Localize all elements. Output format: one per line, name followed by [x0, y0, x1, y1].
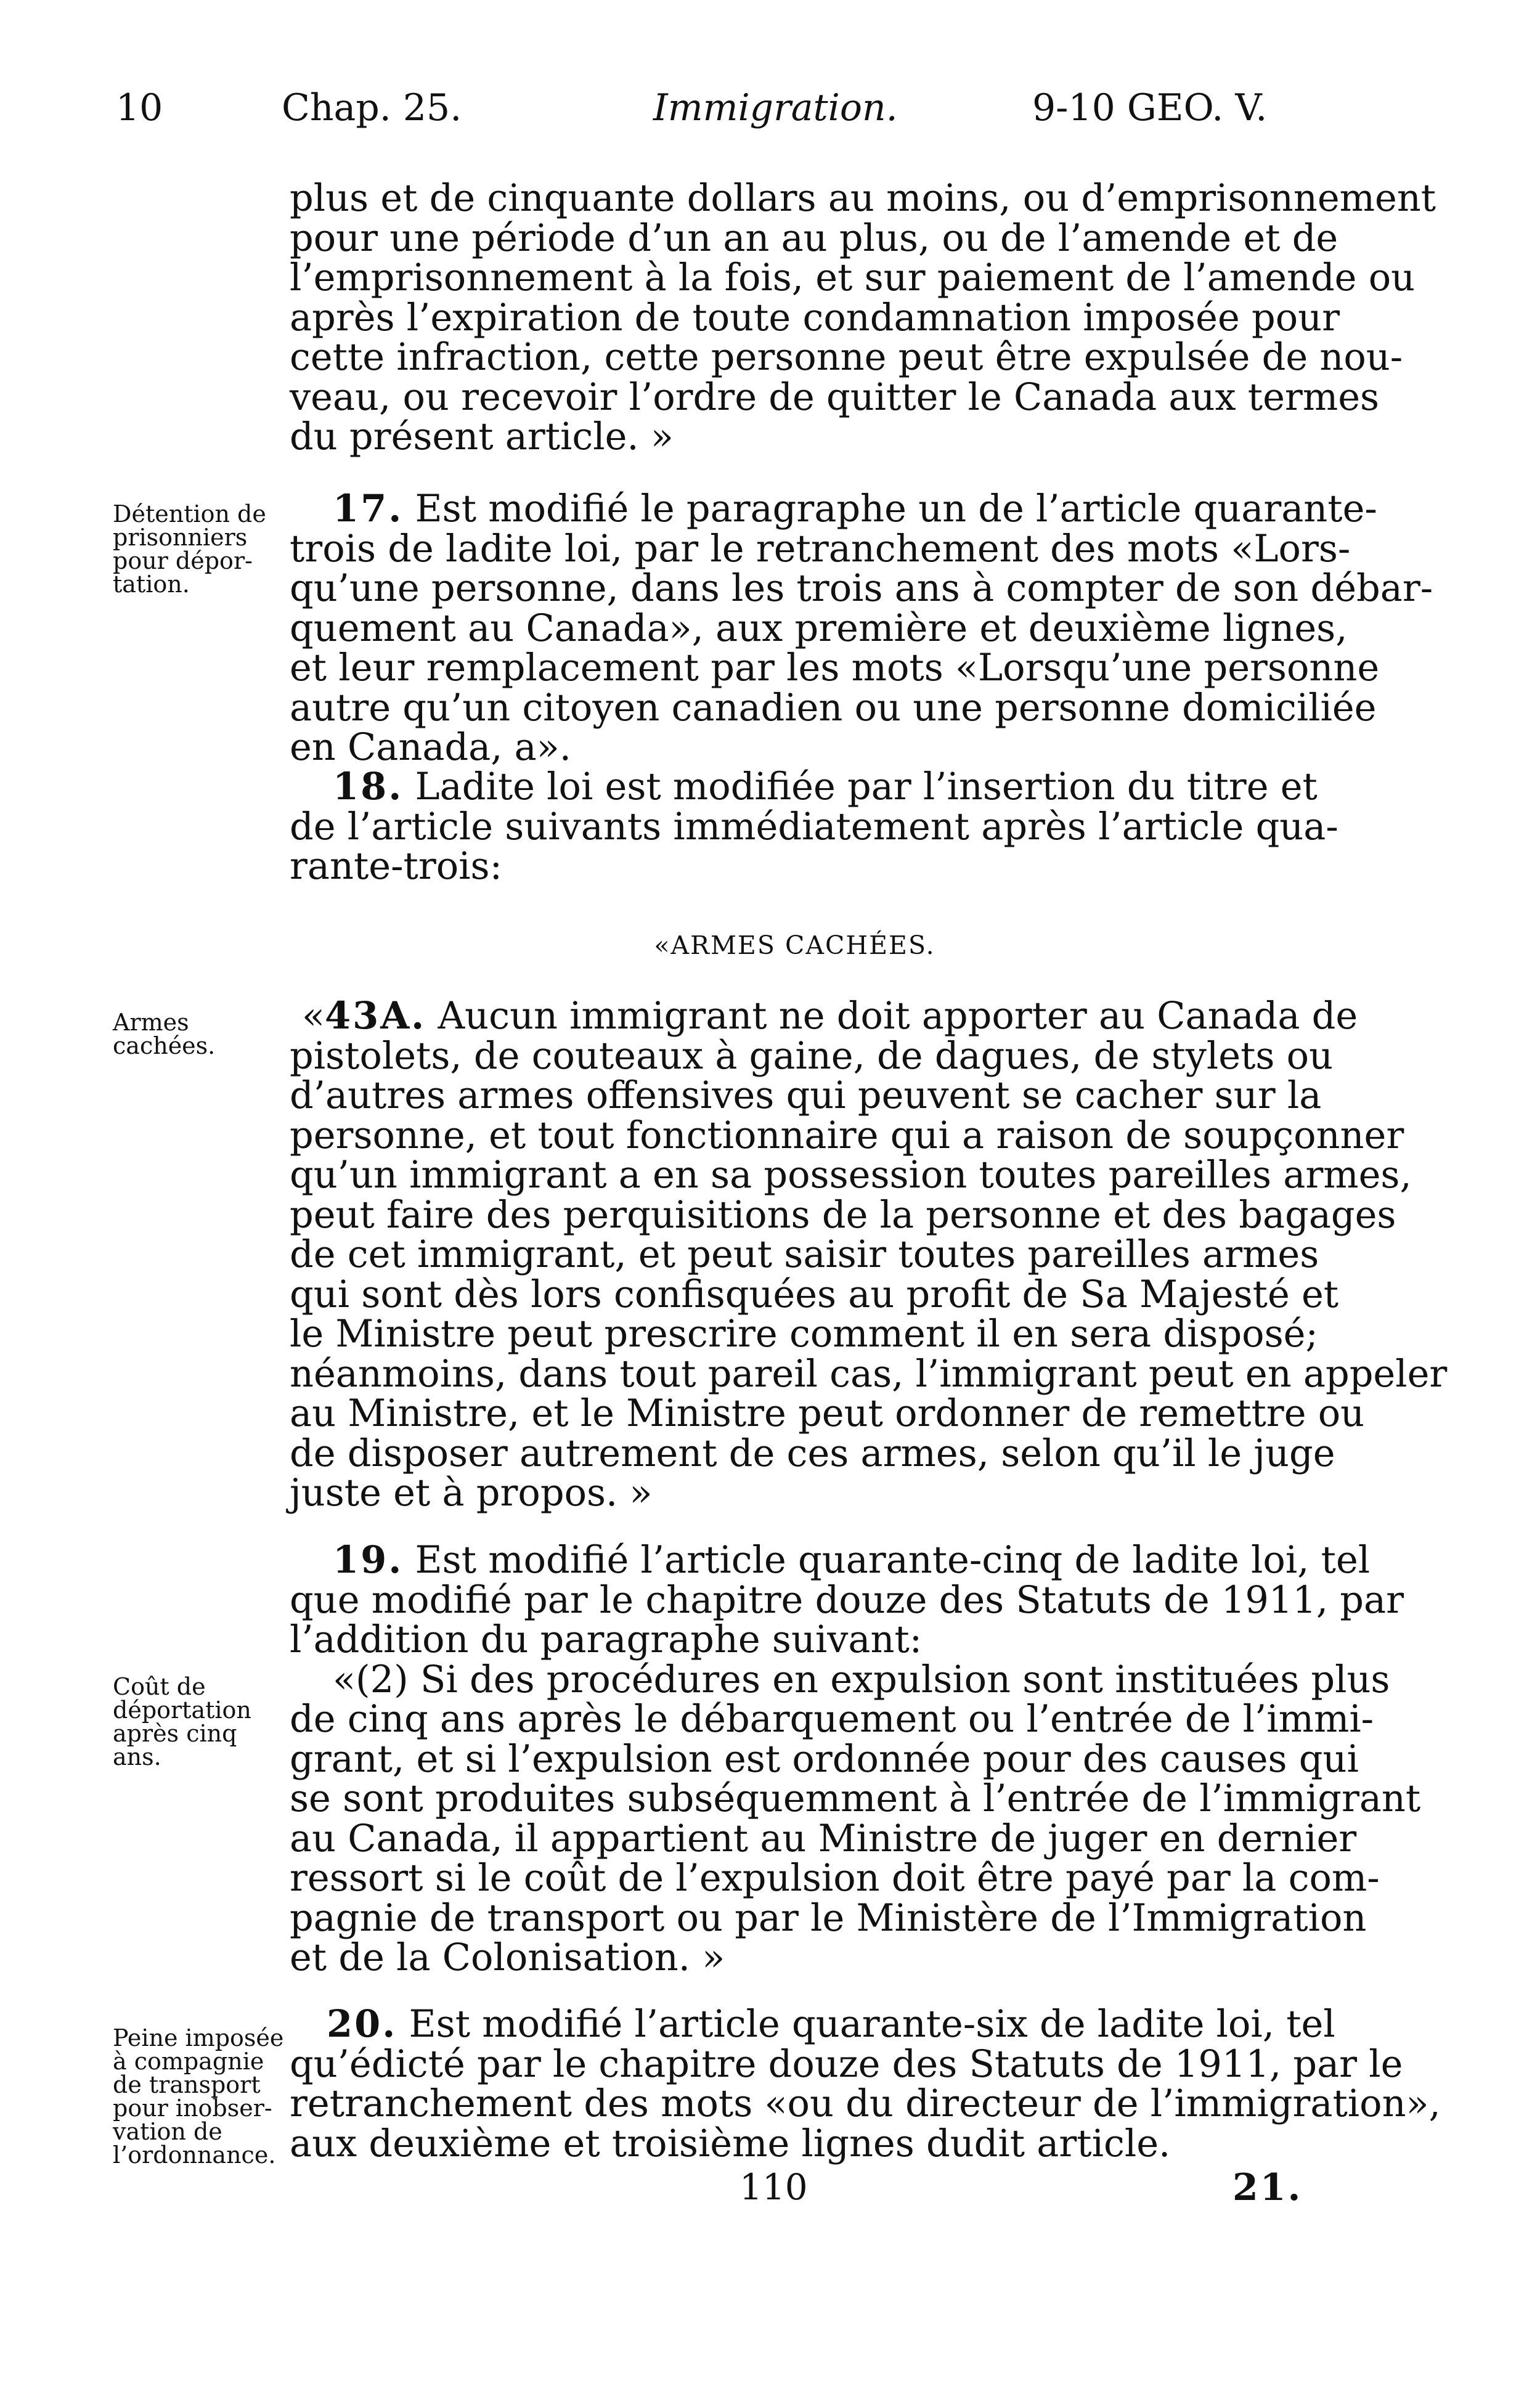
text-line: [290, 1538, 1371, 1582]
margin-note-line: Détention de: [113, 500, 266, 528]
section-number: 17.: [333, 487, 404, 531]
open-quote: «: [302, 995, 325, 1038]
text-line: cette infraction, cette personne peut être expulsée de nou-: [290, 336, 1403, 379]
text-line: qu’édicté par le chapitre douze des Statuts de 1911, par le: [290, 2042, 1403, 2086]
text-line: pagnie de transport ou par le Ministère de l’Immigration: [290, 1896, 1367, 1940]
section-first-line: Aucun immigrant ne doit apporter au Canada de: [426, 995, 1358, 1038]
signature-mark: 110: [739, 2166, 808, 2208]
text-line: retranchement des mots «ou du directeur de l’immigration»,: [290, 2082, 1441, 2125]
text-line: [290, 765, 1318, 809]
section-number: 19.: [333, 1538, 404, 1582]
text-line: au Ministre, et le Ministre peut ordonner de remettre ou: [290, 1392, 1365, 1435]
text-line: rante-trois:: [290, 845, 502, 888]
margin-note-line: de transport: [113, 2071, 261, 2098]
text-line: aux deuxième et troisième lignes dudit article.: [290, 2122, 1171, 2165]
section-43a: [290, 994, 1448, 1515]
margin-note-line: l’ordonnance.: [113, 2141, 276, 2169]
text-line: [290, 487, 1377, 531]
text-line: peut faire des perquisitions de la personne et des bagages: [290, 1193, 1396, 1237]
catchword: 21.: [1232, 2166, 1303, 2209]
text-line: que modifié par le chapitre douze des Statuts de 1911, par: [290, 1578, 1404, 1622]
text-line: qui sont dès lors confisquées au profit de Sa Majesté et: [290, 1273, 1339, 1316]
section-number: 43A.: [325, 994, 426, 1038]
margin-note-cout: [113, 1675, 285, 1769]
text-line: d’autres armes offensives qui peuvent se cacher sur la: [290, 1074, 1322, 1117]
text-line: de l’article suivants immédiatement après l’article qua-: [290, 805, 1338, 849]
section-first-line: Est modifié l’article quarante-six de ladite loi, tel: [397, 2003, 1335, 2046]
margin-note-line: déportation: [113, 1697, 251, 1724]
text-line: qu’un immigrant a en sa possession toutes pareilles armes,: [290, 1154, 1412, 1197]
text-line: néanmoins, dans tout pareil cas, l’immigrant peut en appeler: [290, 1352, 1448, 1396]
text-line: et de la Colonisation. »: [290, 1936, 725, 1979]
text-line: après l’expiration de toute condamnation imposée pour: [290, 296, 1340, 340]
text-line: l’emprisonnement à la fois, et sur paiement de l’amende ou: [290, 256, 1416, 299]
text-line: qu’une personne, dans les trois ans à compter de son débar-: [290, 567, 1433, 610]
section-19: [290, 1538, 1421, 1979]
margin-note-line: ans.: [113, 1743, 161, 1770]
margin-note-line: après cinq: [113, 1720, 237, 1747]
section-number: 20.: [327, 2002, 397, 2046]
margin-note-line: tation.: [113, 571, 190, 598]
text-line: le Ministre peut prescrire comment il en sera disposé;: [290, 1313, 1318, 1356]
text-line: veau, ou recevoir l’ordre de quitter le Canada aux termes: [290, 375, 1380, 419]
text-line: se sont produites subséquemment à l’entrée de l’immigrant: [290, 1777, 1421, 1820]
text-line: plus et de cinquante dollars au moins, ou d’emprisonnement: [290, 177, 1436, 220]
text-line: au Canada, il appartient au Ministre de juger en dernier: [290, 1817, 1357, 1860]
section-first-line: Ladite loi est modifiée par l’insertion du titre et: [403, 765, 1318, 809]
margin-note-line: cachées.: [113, 1032, 216, 1059]
text-line: «(2) Si des procédures en expulsion sont instituées plus: [333, 1658, 1390, 1701]
margin-note-line: à compagnie: [113, 2048, 264, 2075]
text-line: quement au Canada», aux première et deuxième lignes,: [290, 606, 1348, 650]
margin-note-line: vation de: [113, 2118, 222, 2145]
section-first-line: Est modifié l’article quarante-cinq de ladite loi, tel: [403, 1539, 1371, 1582]
text-line: pistolets, de couteaux à gaine, de dagues, de stylets ou: [290, 1034, 1334, 1078]
text-line: [290, 2002, 1335, 2046]
margin-note-armes: [113, 1011, 285, 1057]
section-18: [290, 765, 1338, 888]
text-line: l’addition du paragraphe suivant:: [290, 1618, 923, 1661]
text-line: du présent article. »: [290, 415, 674, 458]
margin-note-line: Coût de: [113, 1673, 206, 1700]
text-line: juste et à propos. »: [290, 1472, 653, 1515]
text-line: grant, et si l’expulsion est ordonnée pour des causes qui: [290, 1737, 1359, 1781]
margin-note-line: Peine imposée: [113, 2024, 284, 2051]
margin-note-peine: [113, 2026, 285, 2167]
text-line: autre qu’un citoyen canadien ou une personne domiciliée: [290, 686, 1377, 730]
margin-note-line: Armes: [113, 1009, 189, 1036]
text-line: pour une période d’un an au plus, ou de l’amende et de: [290, 216, 1338, 260]
section-first-line: Est modifié le paragraphe un de l’article quarante-: [403, 487, 1377, 531]
text-line: et leur remplacement par les mots «Lorsqu’une personne: [290, 646, 1380, 690]
continuation-paragraph: [290, 177, 1436, 458]
section-heading: «ARMES CACHÉES.: [654, 931, 935, 960]
text-line: [290, 994, 1358, 1038]
regnal-year: 9-10 GEO. V.: [1032, 86, 1268, 129]
running-title: Immigration.: [653, 86, 898, 129]
margin-note-detention: [113, 502, 285, 596]
margin-note-line: prisonniers: [113, 524, 248, 551]
section-20: [290, 2002, 1441, 2165]
text-line: trois de ladite loi, par le retranchement des mots «Lors-: [290, 527, 1351, 571]
text-line: ressort si le coût de l’expulsion doit être payé par la com-: [290, 1857, 1380, 1900]
margin-note-line: pour inobser-: [113, 2095, 272, 2122]
chapter-label: Chap. 25.: [282, 86, 462, 129]
page-number: 10: [116, 86, 163, 129]
text-line: en Canada, a».: [290, 726, 571, 769]
text-line: de cet immigrant, et peut saisir toutes pareilles armes: [290, 1233, 1319, 1276]
section-17: [290, 487, 1433, 769]
margin-note-line: pour dépor-: [113, 547, 253, 574]
text-line: de cinq ans après le débarquement ou l’entrée de l’immi-: [290, 1698, 1374, 1741]
text-line: personne, et tout fonctionnaire qui a raison de soupçonner: [290, 1114, 1404, 1157]
section-number: 18.: [333, 765, 404, 809]
text-line: de disposer autrement de ces armes, selon qu’il le juge: [290, 1432, 1335, 1475]
